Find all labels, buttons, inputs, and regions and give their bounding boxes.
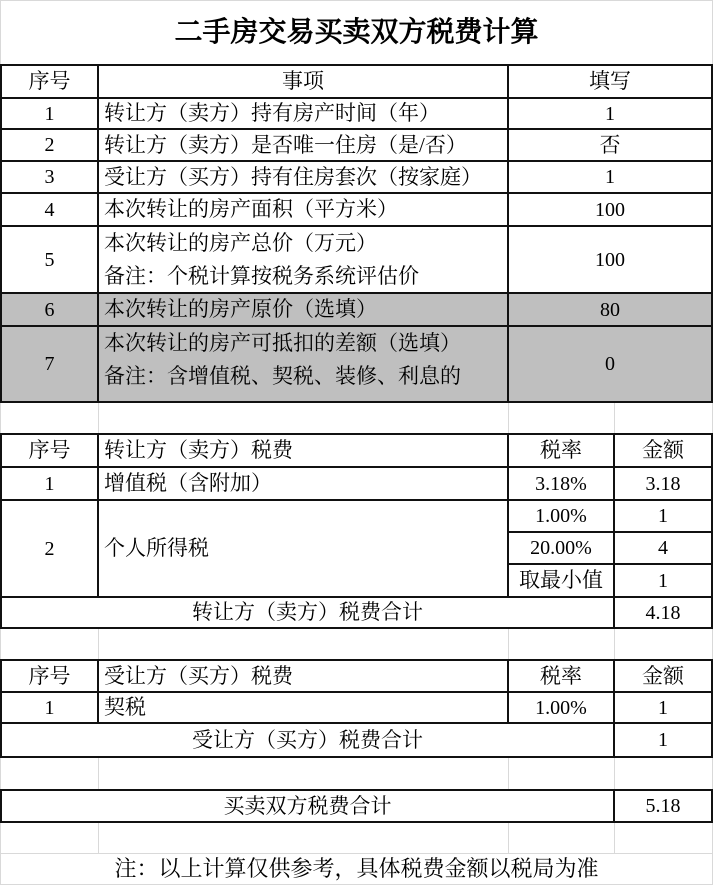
footer-note: 注：以上计算仅供参考，具体税费金额以税局为准: [0, 853, 713, 885]
empty-cell: [614, 628, 713, 661]
input-7-label-line-2: 备注：含增值税、契税、装修、利息的: [104, 364, 461, 388]
input-5-value[interactable]: 100: [507, 225, 713, 294]
input-2-label: 转让方（卖方）是否唯一住房（是/否）: [97, 128, 509, 162]
input-4-value[interactable]: 100: [507, 192, 713, 227]
inputs-header-item: 事项: [97, 64, 509, 99]
empty-cell: [98, 628, 509, 661]
income-tax-option-1-amount: 1: [613, 499, 713, 533]
input-5-label-line-2: 备注：个税计算按税务系统评估价: [104, 264, 419, 288]
empty-cell: [508, 628, 615, 661]
seller-header-number: 序号: [0, 433, 99, 468]
grand-total-label: 买卖双方税费合计: [0, 789, 615, 823]
empty-cell: [0, 822, 99, 854]
input-1-label: 转让方（卖方）持有房产时间（年）: [97, 97, 509, 130]
income-tax-number: 2: [0, 499, 99, 598]
input-6-number: 6: [0, 292, 99, 327]
input-1-value[interactable]: 1: [507, 97, 713, 130]
input-3-label: 受让方（买方）持有住房套次（按家庭）: [97, 160, 509, 194]
seller-header-rate: 税率: [507, 433, 615, 468]
input-7-value[interactable]: 0: [507, 325, 713, 403]
seller-total-amount: 4.18: [613, 596, 713, 629]
empty-cell: [614, 757, 713, 791]
input-7-label-line-1: 本次转让的房产可抵扣的差额（选填）: [104, 331, 461, 355]
income-tax-option-2-amount: 4: [613, 531, 713, 565]
grand-total-amount: 5.18: [613, 789, 713, 823]
input-5-label-line-1: 本次转让的房产总价（万元）: [104, 231, 377, 255]
income-tax-option-3-rule: 取最小值: [507, 563, 615, 598]
income-tax-option-2-rate: 20.00%: [507, 531, 615, 565]
input-2-value[interactable]: 否: [507, 128, 713, 162]
income-tax-option-1-rate: 1.00%: [507, 499, 615, 533]
buyer-total-label: 受让方（买方）税费合计: [0, 722, 615, 758]
sheet-title: 二手房交易买卖双方税费计算: [0, 0, 713, 66]
empty-cell: [614, 402, 713, 435]
input-5-number: 5: [0, 225, 99, 294]
seller-header-amount: 金额: [613, 433, 713, 468]
empty-cell: [0, 402, 99, 435]
empty-cell: [508, 757, 615, 791]
income-tax-label: 个人所得税: [97, 499, 509, 598]
empty-cell: [508, 402, 615, 435]
empty-cell: [98, 822, 509, 854]
vat-amount: 3.18: [613, 466, 713, 501]
input-6-label: 本次转让的房产原价（选填）: [97, 292, 509, 327]
empty-cell: [98, 757, 509, 791]
inputs-header-value: 填写: [507, 64, 713, 99]
empty-cell: [508, 822, 615, 854]
buyer-header-number: 序号: [0, 659, 99, 693]
empty-cell: [0, 628, 99, 661]
input-4-label: 本次转让的房产面积（平方米）: [97, 192, 509, 227]
buyer-header-amount: 金额: [613, 659, 713, 693]
buyer-total-amount: 1: [613, 722, 713, 758]
input-4-number: 4: [0, 192, 99, 227]
input-3-number: 3: [0, 160, 99, 194]
seller-total-label: 转让方（卖方）税费合计: [0, 596, 615, 629]
empty-cell: [0, 757, 99, 791]
deed-tax-rate: 1.00%: [507, 691, 615, 724]
input-2-number: 2: [0, 128, 99, 162]
empty-cell: [614, 822, 713, 854]
buyer-header-rate: 税率: [507, 659, 615, 693]
input-7-number: 7: [0, 325, 99, 403]
input-3-value[interactable]: 1: [507, 160, 713, 194]
seller-header-item: 转让方（卖方）税费: [97, 433, 509, 468]
buyer-header-item: 受让方（买方）税费: [97, 659, 509, 693]
input-7-label: [97, 325, 509, 403]
input-6-value[interactable]: 80: [507, 292, 713, 327]
deed-tax-amount: 1: [613, 691, 713, 724]
input-1-number: 1: [0, 97, 99, 130]
vat-label: 增值税（含附加）: [97, 466, 509, 501]
inputs-header-number: 序号: [0, 64, 99, 99]
input-5-label: [97, 225, 509, 294]
income-tax-option-3-amount: 1: [613, 563, 713, 598]
empty-cell: [98, 402, 509, 435]
vat-number: 1: [0, 466, 99, 501]
vat-rate: 3.18%: [507, 466, 615, 501]
deed-tax-label: 契税: [97, 691, 509, 724]
deed-tax-number: 1: [0, 691, 99, 724]
